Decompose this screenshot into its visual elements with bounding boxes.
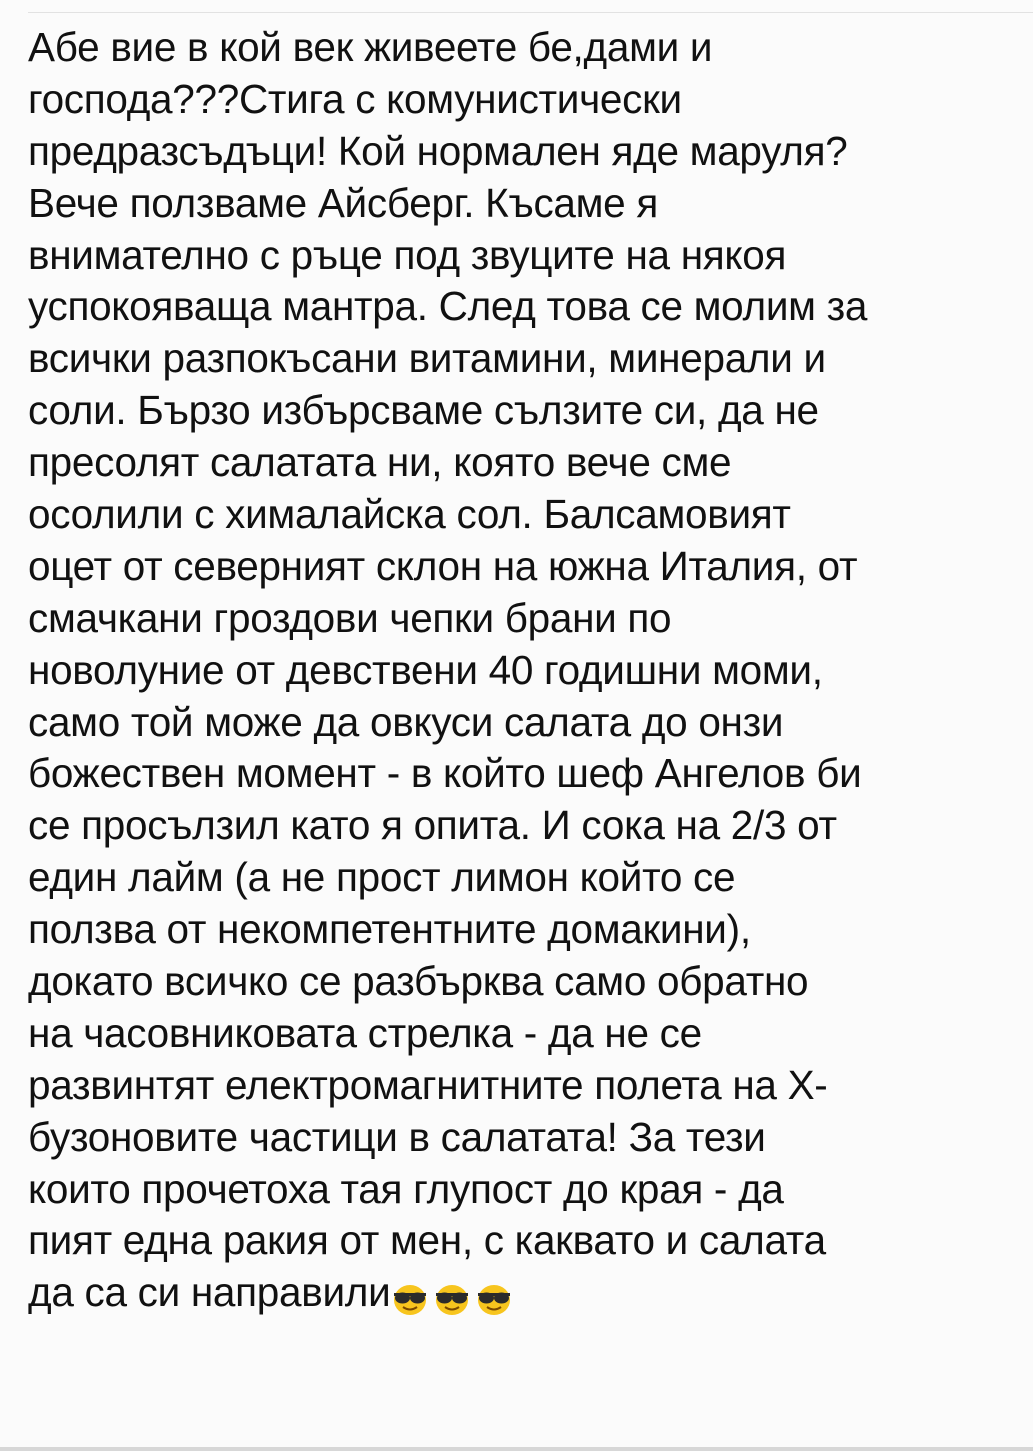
post-text-line: Вече ползваме Айсберг. Късаме я xyxy=(28,179,658,226)
post-text-line: на часовниковата стрелка - да не се xyxy=(28,1009,702,1056)
post-text-line: Абе вие в кой век живеете бе,дами и xyxy=(28,24,713,70)
post-text-line: да са си направили xyxy=(28,1269,391,1316)
post-text-line: само той може да овкуси салата до онзи xyxy=(28,698,784,745)
post-text-line: пият една ракия от мен, с каквато и салата xyxy=(28,1217,826,1264)
post-text-line: соли. Бързо избърсваме сълзите си, да не xyxy=(28,387,819,434)
post-text-line: новолуние от девствени 40 годишни моми, xyxy=(28,646,823,693)
post-text-line: бузоновите частици в салатата! За тези xyxy=(28,1113,766,1160)
post-text-line: оцет от северният склон на южна Италия, от xyxy=(28,542,858,589)
post-text-line: развинтят електромагнитните полета на Х- xyxy=(28,1061,828,1108)
post-text-line: пресолят салатата ни, която вече сме xyxy=(28,439,732,486)
sunglasses-face-icon xyxy=(392,1284,428,1316)
post-text-line: внимателно с ръце под звуците на някоя xyxy=(28,231,787,278)
top-divider xyxy=(28,12,1033,13)
post-text-line: успокояваща мантра. След това се молим за xyxy=(28,283,868,330)
post-text-line: докато всичко се разбърква само обратно xyxy=(28,958,809,1005)
post-text-line: се просълзил като я опита. И сока на 2/3 от xyxy=(28,802,837,849)
sunglasses-face-icon xyxy=(476,1284,512,1316)
post-body-text xyxy=(28,22,1033,1319)
emoji-group xyxy=(392,1271,518,1323)
post-text-line: един лайм (а не прост лимон който се xyxy=(28,854,736,901)
post-text-line: предразсъдъци! Кой нормален яде маруля? xyxy=(28,127,848,174)
sunglasses-face-icon xyxy=(434,1284,470,1316)
post-text-line: господа???Стига с комунистически xyxy=(28,75,682,122)
post-text-line: смачкани гроздови чепки брани по xyxy=(28,594,672,641)
post-text-line: които прочетоха тая глупост до края - да xyxy=(28,1165,784,1212)
post-text-line: осолили с хималайска сол. Балсамовият xyxy=(28,491,791,538)
post-text-last-line xyxy=(28,1267,1033,1319)
bottom-divider xyxy=(0,1447,1033,1451)
post-text-line: божествен момент - в който шеф Ангелов би xyxy=(28,750,862,797)
post-text-line: всички разпокъсани витамини, минерали и xyxy=(28,335,826,382)
post-text-line: ползва от некомпетентните домакини), xyxy=(28,906,751,953)
